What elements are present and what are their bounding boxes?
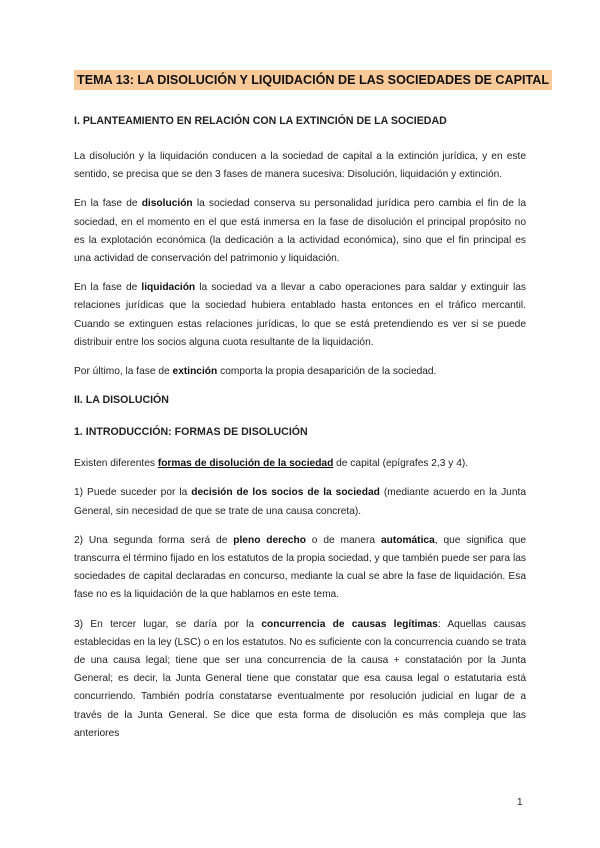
term-automatica: automática (380, 534, 435, 546)
section-2-item-3: 3) En tercer lugar, se daría por la concurrencia de causas legítimas: Aquellas causas establecidas en la ley (LSC) o en los estatutos. No es suficiente con la concurrencia cuando se trata de una causa legal; tiene que ser una concurrencia de la causa + constatación por la Junta General; es decir, la Junta General tiene que constatar que esa causa legal o estatutaria está concurriendo. También podría constatarse eventualmente por resolución judicial en lugar de a través de la Junta General. Se dice que esta forma de disolución es más compleja que las anteriores (74, 618, 526, 739)
term-extincion: extinción (172, 366, 218, 378)
term-pleno-derecho: pleno derecho (233, 534, 306, 546)
term-disolucion: disolución (141, 198, 193, 210)
section-2-item-2: 2) Una segunda forma será de pleno derecho o de manera automática, que significa que transcurra el término fijado en los estatutos de la propia sociedad, y que también puede ser para las sociedades de capital declaradas en concurso, mediante la cual se abre la fase de liquidación. Esa fase no es la liquidación de la que hablamos en este tema. (74, 534, 526, 601)
title-block (74, 70, 550, 90)
section-2-item-1: 1) Puede suceder por la decisión de los socios de la sociedad (mediante acuerdo en la Junta General, sin necesidad de que se trate de una causa concreta). (74, 487, 526, 517)
section-2-intro: Existen diferentes formas de disolución de la sociedad de capital (epígrafes 2,3 y 4). (74, 458, 469, 470)
page-number: 1 (517, 797, 523, 808)
section-2-heading: II. LA DISOLUCIÓN (74, 394, 169, 407)
term-decision-socios: decisión de los socios de la sociedad (191, 487, 380, 499)
term-liquidacion: liquidación (141, 282, 196, 294)
section-1-paragraph-4: Por último, la fase de extinción comporta la propia desaparición de la sociedad. (74, 366, 437, 378)
section-1-paragraph-1: La disolución y la liquidación conducen a la sociedad de capital a la extinción jurídica, y en este sentido, se precisa que se den 3 fases de manera sucesiva: Disolución, liquidación y extinción. (74, 151, 526, 181)
section-1-paragraph-2: En la fase de disolución la sociedad conserva su personalidad jurídica pero cambia el fin de la sociedad, en el momento en el que está inmersa en la fase de disolución el principal propósito no es la explotación económica (la dedicación a la actividad económica), sino que el fin principal es una actividad de conservación del patrimonio y liquidación. (74, 198, 526, 265)
section-1-paragraph-3: En la fase de liquidación la sociedad va a llevar a cabo operaciones para saldar y extinguir las relaciones jurídicas que la sociedad hubiera entablado hasta entonces en el tráfico mercantil. Cuando se extinguen estas relaciones jurídicas, lo que se está pretendiendo es ver si se puede distribuir entre los socios alguna cuota resultante de la liquidación. (74, 282, 526, 348)
section-1-heading: I. PLANTEAMIENTO EN RELACIÓN CON LA EXTINCIÓN DE LA SOCIEDAD (74, 115, 447, 127)
document-title: TEMA 13: LA DISOLUCIÓN Y LIQUIDACIÓN DE LAS SOCIEDADES DE CAPITAL (74, 70, 552, 90)
section-2-subheading: 1. INTRODUCCIÓN: FORMAS DE DISOLUCIÓN (74, 426, 308, 439)
term-causas-legitimas: concurrencia de causas legítimas (261, 618, 438, 630)
document-page (74, 70, 550, 743)
term-formas-disolucion: formas de disolución de la sociedad (157, 458, 334, 470)
